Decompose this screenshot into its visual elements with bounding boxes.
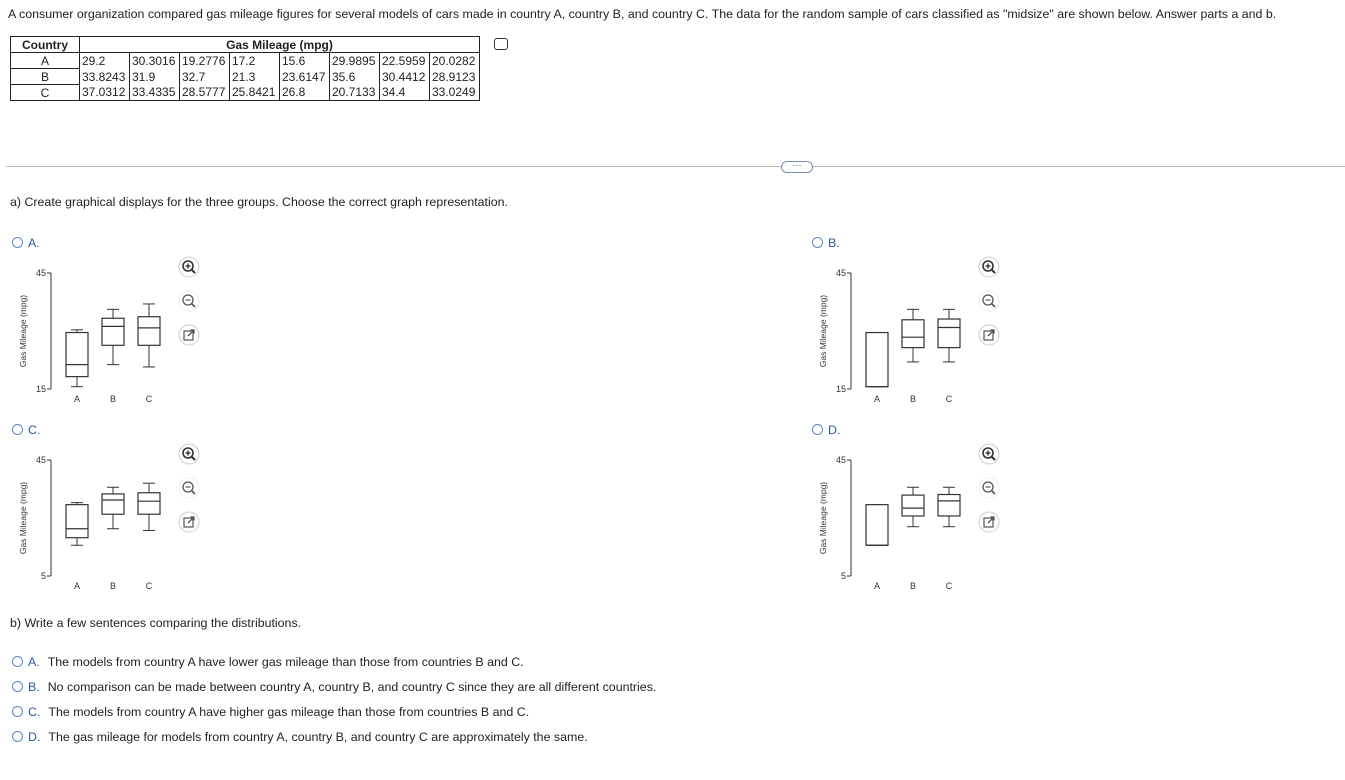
expand-icon[interactable] — [978, 511, 1000, 533]
y-axis-title: Gas Mileage (mpg) — [18, 294, 28, 368]
boxplot-chart-a — [16, 262, 176, 410]
value-cell: 20.7133 — [330, 85, 380, 101]
answer-letter: D. — [28, 730, 41, 744]
y-axis-title: Gas Mileage (mpg) — [18, 481, 28, 555]
value-cell: 35.6 — [330, 69, 380, 85]
y-tick-label-min: 5 — [40, 571, 46, 581]
radio-icon — [12, 681, 23, 692]
expand-icon[interactable] — [178, 511, 200, 533]
value-cell: 23.6147 — [280, 69, 330, 85]
expand-icon[interactable] — [978, 324, 1000, 346]
radio-icon — [812, 424, 823, 435]
value-cell: 22.5959 — [380, 53, 430, 69]
table-row — [11, 85, 480, 101]
zoom-in-icon[interactable] — [178, 256, 200, 278]
value-cell: 20.0282 — [430, 53, 480, 69]
x-category-label: B — [909, 394, 917, 404]
option-label: C. — [28, 423, 41, 437]
box — [66, 505, 88, 538]
y-tick-label-min: 5 — [840, 571, 846, 581]
answer-text: The models from country A have higher gas mileage than those from countries B and C. — [48, 705, 530, 719]
x-category-label: B — [909, 581, 917, 591]
value-cell: 33.8243 — [80, 69, 130, 85]
table-row — [11, 69, 480, 85]
value-cell: 29.2 — [80, 53, 130, 69]
boxplot-chart-d — [816, 449, 976, 597]
x-category-label: C — [945, 581, 953, 591]
value-cell: 17.2 — [230, 53, 280, 69]
zoom-out-icon[interactable] — [978, 477, 1000, 499]
boxplot-chart-b — [816, 262, 976, 410]
option-a-radio[interactable] — [12, 234, 40, 252]
option-b-radio[interactable] — [812, 234, 840, 252]
zoom-out-icon[interactable] — [978, 290, 1000, 312]
value-cell: 30.3016 — [130, 53, 180, 69]
y-tick-label-min: 15 — [35, 384, 46, 394]
y-axis-title: Gas Mileage (mpg) — [818, 294, 828, 368]
value-cell: 21.3 — [230, 69, 280, 85]
zoom-in-icon[interactable] — [978, 256, 1000, 278]
zoom-in-icon[interactable] — [178, 443, 200, 465]
answer-text: The models from country A have lower gas mileage than those from countries B and C. — [47, 655, 524, 669]
x-category-label: B — [109, 581, 117, 591]
x-category-label: A — [873, 394, 881, 404]
table-row — [11, 53, 480, 69]
y-axis-title: Gas Mileage (mpg) — [818, 481, 828, 555]
option-d-radio[interactable] — [812, 421, 840, 439]
y-tick-label-max: 45 — [835, 455, 846, 465]
box — [902, 320, 924, 348]
x-category-label: A — [873, 581, 881, 591]
value-cell: 31.9 — [130, 69, 180, 85]
box — [902, 495, 924, 516]
option-label: B. — [828, 236, 840, 250]
x-category-label: C — [145, 394, 153, 404]
country-cell: A — [11, 53, 80, 69]
x-category-label: C — [945, 394, 953, 404]
radio-icon — [12, 706, 23, 717]
part-a-question: a) Create graphical displays for the three groups. Choose the correct graph representation. — [10, 195, 508, 209]
box — [102, 318, 124, 345]
expand-icon[interactable] — [178, 324, 200, 346]
radio-icon — [12, 237, 23, 248]
y-tick-label-max: 45 — [35, 455, 46, 465]
answer-letter: A. — [28, 655, 40, 669]
box — [866, 333, 888, 387]
option-c-radio[interactable] — [12, 421, 40, 439]
option-label: D. — [828, 423, 841, 437]
boxplot-chart-c — [16, 449, 176, 597]
zoom-in-icon[interactable] — [978, 443, 1000, 465]
copy-data-icon[interactable] — [494, 38, 508, 50]
box — [102, 494, 124, 514]
divider — [6, 166, 1345, 167]
x-category-label: B — [109, 394, 117, 404]
y-tick-label-max: 45 — [835, 268, 846, 278]
answer-option-d[interactable] — [12, 730, 588, 744]
mileage-header: Gas Mileage (mpg) — [80, 37, 480, 53]
y-tick-label-max: 45 — [35, 268, 46, 278]
value-cell: 33.4335 — [130, 85, 180, 101]
value-cell: 32.7 — [180, 69, 230, 85]
answer-text: The gas mileage for models from country A, country B, and country C are approximately the same. — [48, 730, 588, 744]
box — [66, 333, 88, 377]
box — [866, 505, 888, 546]
value-cell: 15.6 — [280, 53, 330, 69]
value-cell: 28.9123 — [430, 69, 480, 85]
country-header: Country — [11, 37, 80, 53]
value-cell: 34.4 — [380, 85, 430, 101]
value-cell: 29.9895 — [330, 53, 380, 69]
answer-option-a[interactable] — [12, 655, 524, 669]
box — [938, 319, 960, 348]
value-cell: 28.5777 — [180, 85, 230, 101]
value-cell: 33.0249 — [430, 85, 480, 101]
data-table — [10, 36, 480, 101]
more-button[interactable]: ··· — [781, 161, 813, 173]
radio-icon — [12, 424, 23, 435]
y-tick-label-min: 15 — [835, 384, 846, 394]
value-cell: 19.2776 — [180, 53, 230, 69]
answer-letter: B. — [28, 680, 40, 694]
zoom-out-icon[interactable] — [178, 290, 200, 312]
x-category-label: A — [73, 581, 81, 591]
box — [938, 495, 960, 516]
answer-letter: C. — [28, 705, 41, 719]
answer-option-b[interactable] — [12, 680, 656, 694]
box — [138, 493, 160, 514]
radio-icon — [812, 237, 823, 248]
value-cell: 30.4412 — [380, 69, 430, 85]
x-category-label: A — [73, 394, 81, 404]
radio-icon — [12, 731, 23, 742]
answer-option-c[interactable] — [12, 705, 529, 719]
part-b-question: b) Write a few sentences comparing the distributions. — [10, 616, 302, 630]
answer-text: No comparison can be made between country A, country B, and country C since they are all different countries. — [47, 680, 657, 694]
x-category-label: C — [145, 581, 153, 591]
box — [138, 317, 160, 346]
value-cell: 37.0312 — [80, 85, 130, 101]
value-cell: 25.8421 — [230, 85, 280, 101]
problem-intro: A consumer organization compared gas mileage figures for several models of cars made in country A, country B, and country C. The data for the random sample of cars classified as "midsize" are shown below. Answer parts a and b. — [8, 7, 1277, 21]
country-cell: C — [11, 85, 80, 101]
option-label: A. — [28, 236, 40, 250]
zoom-out-icon[interactable] — [178, 477, 200, 499]
country-cell: B — [11, 69, 80, 85]
value-cell: 26.8 — [280, 85, 330, 101]
radio-icon — [12, 656, 23, 667]
